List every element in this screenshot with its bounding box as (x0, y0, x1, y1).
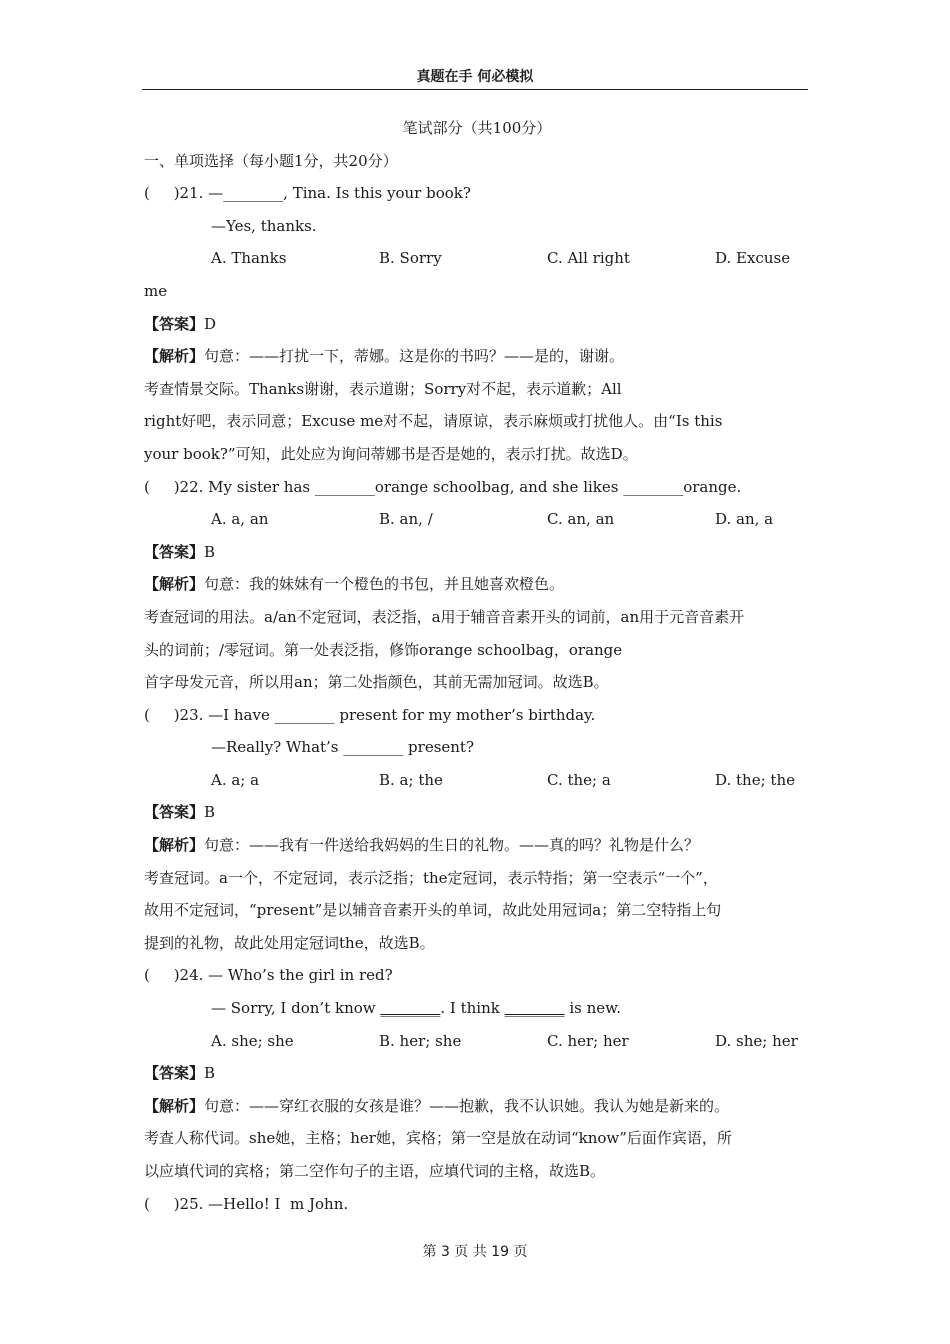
analysis-text: 句意：——打扰一下，蒂娜。这是你的书吗？——是的，谢谢。 (204, 347, 625, 366)
analysis-label: 【解析】 (144, 1096, 205, 1115)
analysis-line (144, 1090, 810, 1123)
answer-value: B (204, 542, 216, 561)
reply-text: is new. (564, 999, 622, 1018)
analysis-text: 考查冠词。a一个，不定冠词，表示泛指；the定冠词，表示特指；第一空表示“一个”， (144, 868, 718, 887)
answer-line (144, 796, 810, 829)
document-body (144, 112, 810, 1220)
question-22: ( )22. My sister has ________orange schoolbag, and she likes ________orange. (144, 477, 742, 496)
reply-text: . I think (440, 999, 505, 1018)
reply-text: — Sorry, I don’t know (211, 999, 381, 1018)
question-23-reply: —Really? What’s ________ present? (211, 738, 474, 757)
answer-label: 【答案】 (144, 1064, 205, 1083)
answer-value: B (204, 803, 216, 822)
option-a: A. a, an (211, 510, 269, 529)
option-d: D. she; her (715, 1031, 798, 1050)
answer-line (144, 308, 810, 341)
question-23-options (144, 764, 810, 797)
answer-label: 【答案】 (144, 803, 205, 822)
analysis-text: 考查冠词的用法。a/an不定冠词，表泛指，a用于辅音音素开头的词前，an用于元音音素开 (144, 607, 745, 626)
question-23: ( )23. —I have ________ present for my mother’s birthday. (144, 705, 596, 724)
option-overflow: me (144, 281, 168, 300)
option-a: A. a; a (211, 770, 260, 789)
analysis-text: 考查人称代词。she她，主格；her她，宾格；第一空是放在动词“know”后面作宾语，所 (144, 1129, 732, 1148)
page-header: 真题在手 何必模拟 (416, 69, 534, 85)
blank-1: ________ (380, 999, 441, 1018)
analysis-text: 考查情景交际。Thanks谢谢，表示道谢；Sorry对不起，表示道歉；All (144, 379, 622, 398)
part-title: 一、单项选择（每小题1分，共20分） (144, 151, 398, 170)
option-a: A. she; she (211, 1031, 294, 1050)
question-21: ( )21. —________, Tina. Is this your book? (144, 184, 471, 203)
question-25: ( )25. —Hello! I m John. (144, 1194, 349, 1213)
blank-2: ________ (504, 999, 565, 1018)
analysis-text: 句意：——穿红衣服的女孩是谁？——抱歉，我不认识她。我认为她是新来的。 (204, 1096, 730, 1115)
question-24-options (144, 1025, 810, 1058)
option-d: D. Excuse (715, 249, 791, 268)
answer-line (144, 536, 810, 569)
option-c: C. the; a (547, 770, 611, 789)
analysis-line (144, 829, 810, 862)
answer-value: B (204, 1064, 216, 1083)
answer-value: D (204, 314, 217, 333)
option-d: D. the; the (715, 770, 795, 789)
analysis-line (144, 340, 810, 373)
analysis-text: 首字母发元音，所以用an；第二处指颜色，其前无需加冠词。故选B。 (144, 673, 609, 692)
analysis-text: 句意：我的妹妹有一个橙色的书包，并且她喜欢橙色。 (204, 575, 565, 594)
question-22-options (144, 503, 810, 536)
option-b: B. an, / (379, 510, 433, 529)
analysis-text: right好吧，表示同意；Excuse me对不起，请原谅，表示麻烦或打扰他人。由“Is this (144, 412, 723, 431)
page-number: 第 3 页 共 19 页 (422, 1244, 528, 1260)
question-24: ( )24. — Who’s the girl in red? (144, 966, 393, 985)
answer-line (144, 1057, 810, 1090)
option-c: C. All right (547, 249, 630, 268)
option-d: D. an, a (715, 510, 774, 529)
analysis-text: your book?”可知，此处应为询问蒂娜书是否是她的，表示打扰。故选D。 (144, 444, 638, 463)
analysis-label: 【解析】 (144, 347, 205, 366)
analysis-text: 故用不定冠词，“present”是以辅音音素开头的单词，故此处用冠词a；第二空特指上句 (144, 901, 722, 920)
option-a: A. Thanks (211, 249, 287, 268)
answer-label: 【答案】 (144, 314, 205, 333)
option-c: C. her; her (547, 1031, 629, 1050)
question-21-reply: —Yes, thanks. (211, 216, 317, 235)
question-21-options (144, 242, 810, 275)
analysis-text: 提到的礼物，故此处用定冠词the，故选B。 (144, 933, 435, 952)
question-24-reply (144, 992, 810, 1025)
option-b: B. Sorry (379, 249, 442, 268)
section-title: 笔试部分（共100分） (402, 119, 552, 137)
analysis-label: 【解析】 (144, 836, 205, 855)
analysis-line (144, 568, 810, 601)
answer-label: 【答案】 (144, 542, 205, 561)
analysis-text: 句意：——我有一件送给我妈妈的生日的礼物。——真的吗？礼物是什么？ (204, 836, 700, 855)
analysis-label: 【解析】 (144, 575, 205, 594)
analysis-text: 头的词前；/零冠词。第一处表泛指，修饰orange schoolbag，orange (144, 640, 623, 659)
option-c: C. an, an (547, 510, 615, 529)
analysis-text: 以应填代词的宾格；第二空作句子的主语，应填代词的主格，故选B。 (144, 1162, 606, 1180)
option-b: B. her; she (379, 1031, 462, 1050)
option-b: B. a; the (379, 770, 443, 789)
header-divider (142, 89, 808, 90)
